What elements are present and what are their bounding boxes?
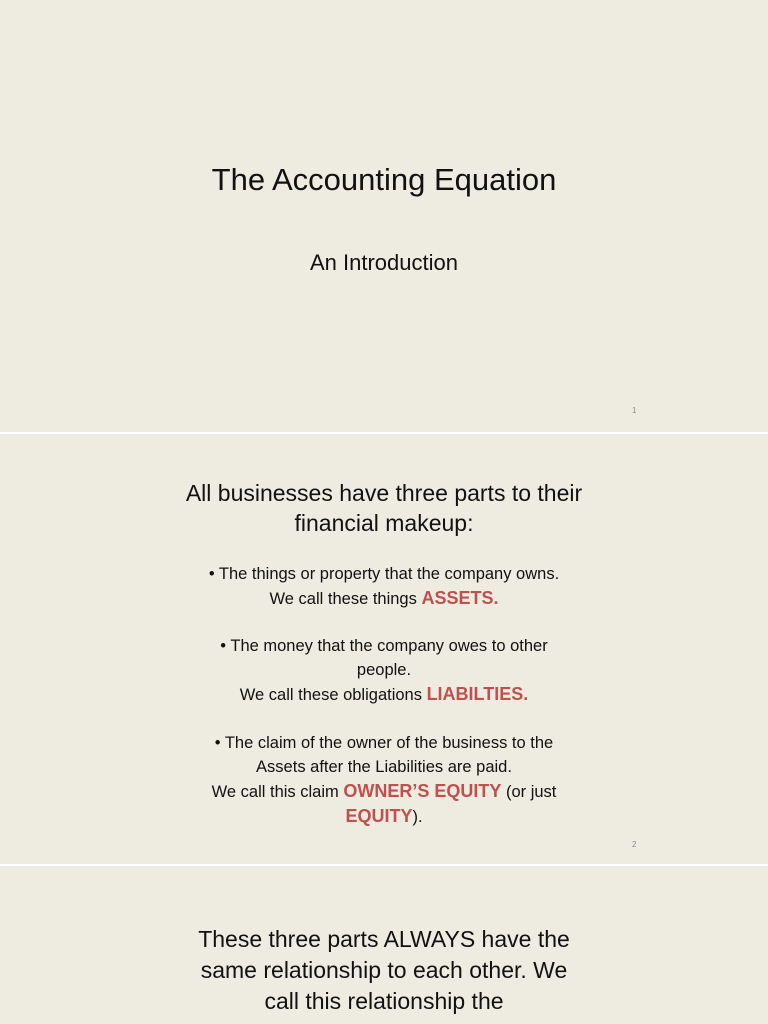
heading-line: All businesses have three parts to their — [185, 480, 583, 506]
bullet-text: ). — [412, 808, 423, 826]
bullet-line — [0, 779, 768, 804]
heading-line: financial makeup: — [294, 510, 474, 536]
term-liabilities: LIABILTIES. — [426, 684, 529, 704]
slide-2 — [0, 434, 768, 864]
heading-line: These three parts ALWAYS have the — [198, 926, 570, 952]
bullet-line: • The claim of the owner of the business to the — [214, 734, 554, 752]
slide-heading — [0, 478, 768, 538]
bullet-assets — [0, 562, 768, 611]
bullet-text: We call these obligations — [239, 686, 427, 704]
bullet-line — [0, 804, 768, 829]
slide-number: 2 — [632, 840, 637, 849]
bullet-line: Assets after the Liabilities are paid. — [256, 758, 512, 776]
bullet-text: We call these things — [269, 590, 422, 608]
slide-1 — [0, 0, 768, 432]
heading-line: same relationship to each other. We — [200, 957, 568, 983]
bullet-line: people. — [356, 661, 412, 679]
slide-number: 1 — [632, 406, 637, 415]
bullet-line — [0, 586, 768, 611]
slide-heading — [0, 924, 768, 1017]
bullet-liabilities — [0, 634, 768, 707]
term-assets: ASSETS. — [421, 588, 499, 608]
slide-3 — [0, 866, 768, 1024]
bullet-line — [0, 682, 768, 707]
bullet-text: (or just — [501, 783, 557, 801]
bullet-equity — [0, 731, 768, 829]
term-equity: EQUITY — [345, 806, 413, 826]
slide-subtitle: An Introduction — [310, 250, 458, 275]
bullet-line: • The money that the company owes to other — [220, 637, 548, 655]
bullet-text: We call this claim — [211, 783, 344, 801]
bullet-line: • The things or property that the company owns. — [208, 565, 560, 583]
term-owners-equity: OWNER’S EQUITY — [343, 781, 502, 801]
heading-line: call this relationship the — [264, 988, 504, 1014]
slide-title: The Accounting Equation — [211, 162, 557, 197]
